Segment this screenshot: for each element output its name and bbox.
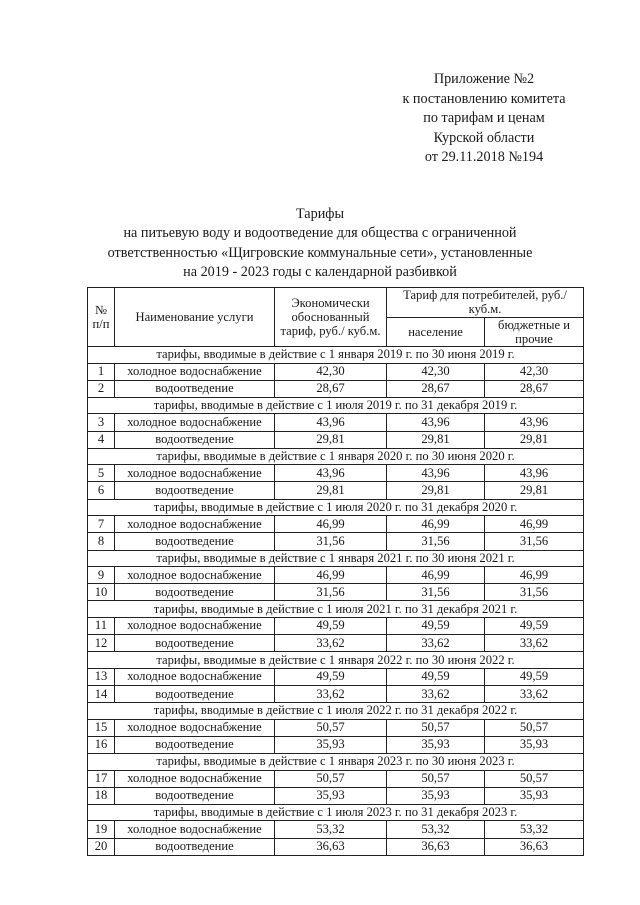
- service-name: водоотведение: [115, 787, 275, 804]
- table-row: [88, 685, 584, 702]
- service-name: водоотведение: [115, 635, 275, 652]
- appendix-number: Приложение №2: [433, 71, 535, 87]
- economic-tariff-value: 35,93: [275, 787, 387, 804]
- economic-tariff-value: 53,32: [275, 821, 387, 838]
- economic-tariff-value: 46,99: [275, 516, 387, 533]
- period-title: тарифы, вводимые в действие с 1 января 2019 г. по 30 июня 2019 г.: [88, 347, 584, 364]
- table-row: [88, 380, 584, 397]
- service-name: водоотведение: [115, 584, 275, 601]
- period-title: тарифы, вводимые в действие с 1 июля 2019 г. по 31 декабря 2019 г.: [88, 397, 584, 414]
- population-tariff-value: 43,96: [387, 465, 485, 482]
- row-number: 13: [88, 668, 115, 685]
- population-tariff-value: 43,96: [387, 414, 485, 431]
- document-title: [80, 205, 560, 283]
- period-section-row: [88, 347, 584, 364]
- period-section-row: [88, 652, 584, 669]
- row-number: 16: [88, 736, 115, 753]
- table-row: [88, 431, 584, 448]
- period-section-row: [88, 550, 584, 567]
- row-number: 14: [88, 685, 115, 702]
- table-row: [88, 770, 584, 787]
- title-heading: Тарифы: [295, 206, 345, 222]
- row-number: 12: [88, 635, 115, 652]
- population-tariff-value: 53,32: [387, 821, 485, 838]
- row-number: 15: [88, 719, 115, 736]
- economic-tariff-value: 49,59: [275, 617, 387, 634]
- service-name: водоотведение: [115, 533, 275, 550]
- budget-tariff-value: 46,99: [485, 567, 584, 584]
- period-section-row: [88, 499, 584, 516]
- row-number: 10: [88, 584, 115, 601]
- budget-tariff-value: 33,62: [485, 685, 584, 702]
- service-name: холодное водоснабжение: [115, 668, 275, 685]
- table-row: [88, 838, 584, 855]
- service-name: холодное водоснабжение: [115, 821, 275, 838]
- table-row: [88, 414, 584, 431]
- economic-tariff-value: 49,59: [275, 668, 387, 685]
- economic-tariff-value: 46,99: [275, 567, 387, 584]
- population-tariff-value: 35,93: [387, 736, 485, 753]
- row-number: 6: [88, 482, 115, 499]
- row-number: 2: [88, 380, 115, 397]
- budget-tariff-value: 50,57: [485, 719, 584, 736]
- service-name: холодное водоснабжение: [115, 465, 275, 482]
- economic-tariff-value: 31,56: [275, 533, 387, 550]
- table-row: [88, 617, 584, 634]
- row-number: 20: [88, 838, 115, 855]
- budget-tariff-value: 29,81: [485, 431, 584, 448]
- population-tariff-value: 33,62: [387, 685, 485, 702]
- economic-tariff-value: 50,57: [275, 719, 387, 736]
- budget-tariff-value: 35,93: [485, 736, 584, 753]
- table-row: [88, 516, 584, 533]
- appendix-committee: по тарифам и ценам: [423, 110, 545, 127]
- row-number: 5: [88, 465, 115, 482]
- economic-tariff-value: 35,93: [275, 736, 387, 753]
- period-title: тарифы, вводимые в действие с 1 января 2021 г. по 30 июня 2021 г.: [88, 550, 584, 567]
- economic-tariff-value: 33,62: [275, 685, 387, 702]
- population-tariff-value: 31,56: [387, 533, 485, 550]
- service-name: водоотведение: [115, 736, 275, 753]
- service-name: холодное водоснабжение: [115, 516, 275, 533]
- period-section-row: [88, 804, 584, 821]
- title-line-3: ответственностью «Щигровские коммунальные сети», установленные: [107, 244, 533, 261]
- population-tariff-value: 50,57: [387, 719, 485, 736]
- budget-tariff-value: 35,93: [485, 787, 584, 804]
- population-tariff-value: 49,59: [387, 668, 485, 685]
- budget-tariff-value: 46,99: [485, 516, 584, 533]
- population-tariff-value: 49,59: [387, 617, 485, 634]
- economic-tariff-value: 43,96: [275, 414, 387, 431]
- service-name: водоотведение: [115, 482, 275, 499]
- budget-tariff-value: 53,32: [485, 821, 584, 838]
- table-row: [88, 787, 584, 804]
- period-title: тарифы, вводимые в действие с 1 января 2020 г. по 30 июня 2020 г.: [88, 448, 584, 465]
- tariff-table: [87, 287, 584, 856]
- table-row: [88, 567, 584, 584]
- table-row: [88, 363, 584, 380]
- period-section-row: [88, 703, 584, 720]
- budget-tariff-value: 29,81: [485, 482, 584, 499]
- appendix-resolution: к постановлению комитета: [402, 90, 566, 107]
- table-row: [88, 821, 584, 838]
- row-number: 8: [88, 533, 115, 550]
- service-name: водоотведение: [115, 431, 275, 448]
- population-tariff-value: 42,30: [387, 363, 485, 380]
- table-row: [88, 465, 584, 482]
- row-number: 1: [88, 363, 115, 380]
- service-name: холодное водоснабжение: [115, 770, 275, 787]
- row-number: 4: [88, 431, 115, 448]
- budget-tariff-value: 50,57: [485, 770, 584, 787]
- population-tariff-value: 29,81: [387, 482, 485, 499]
- table-header: [88, 288, 584, 347]
- service-name: холодное водоснабжение: [115, 414, 275, 431]
- economic-tariff-value: 42,30: [275, 363, 387, 380]
- row-number: 18: [88, 787, 115, 804]
- service-name: водоотведение: [115, 685, 275, 702]
- row-number: 9: [88, 567, 115, 584]
- row-number: 7: [88, 516, 115, 533]
- budget-tariff-value: 28,67: [485, 380, 584, 397]
- row-number: 17: [88, 770, 115, 787]
- population-tariff-value: 29,81: [387, 431, 485, 448]
- period-title: тарифы, вводимые в действие с 1 января 2022 г. по 30 июня 2022 г.: [88, 652, 584, 669]
- budget-tariff-value: 49,59: [485, 668, 584, 685]
- economic-tariff-value: 50,57: [275, 770, 387, 787]
- table-row: [88, 719, 584, 736]
- period-section-row: [88, 754, 584, 771]
- period-section-row: [88, 601, 584, 618]
- table-row: [88, 533, 584, 550]
- budget-tariff-value: 31,56: [485, 533, 584, 550]
- row-number: 3: [88, 414, 115, 431]
- service-name: водоотведение: [115, 380, 275, 397]
- population-tariff-value: 33,62: [387, 635, 485, 652]
- table-row: [88, 482, 584, 499]
- row-number: 11: [88, 617, 115, 634]
- population-tariff-value: 36,63: [387, 838, 485, 855]
- population-tariff-value: 46,99: [387, 567, 485, 584]
- economic-tariff-value: 29,81: [275, 431, 387, 448]
- header-service: Наименование услуги: [115, 288, 275, 347]
- header-number: № п/п: [88, 288, 115, 347]
- economic-tariff-value: 31,56: [275, 584, 387, 601]
- appendix-date: от 29.11.2018 №194: [424, 149, 544, 166]
- population-tariff-value: 46,99: [387, 516, 485, 533]
- table-row: [88, 584, 584, 601]
- population-tariff-value: 28,67: [387, 380, 485, 397]
- budget-tariff-value: 42,30: [485, 363, 584, 380]
- economic-tariff-value: 33,62: [275, 635, 387, 652]
- table-body: [88, 347, 584, 856]
- population-tariff-value: 35,93: [387, 787, 485, 804]
- title-line-4: на 2019 - 2023 годы с календарной разбивкой: [183, 264, 457, 281]
- budget-tariff-value: 36,63: [485, 838, 584, 855]
- period-title: тарифы, вводимые в действие с 1 июля 2023 г. по 31 декабря 2023 г.: [88, 804, 584, 821]
- period-section-row: [88, 448, 584, 465]
- period-title: тарифы, вводимые в действие с 1 июля 2021 г. по 31 декабря 2021 г.: [88, 601, 584, 618]
- appendix-header: [378, 70, 590, 168]
- table-row: [88, 635, 584, 652]
- service-name: холодное водоснабжение: [115, 617, 275, 634]
- service-name: холодное водоснабжение: [115, 567, 275, 584]
- budget-tariff-value: 31,56: [485, 584, 584, 601]
- service-name: водоотведение: [115, 838, 275, 855]
- row-number: 19: [88, 821, 115, 838]
- header-consumer-tariff: Тариф для потребителей, руб./куб.м.: [387, 288, 584, 318]
- economic-tariff-value: 29,81: [275, 482, 387, 499]
- period-title: тарифы, вводимые в действие с 1 июля 2022 г. по 31 декабря 2022 г.: [88, 703, 584, 720]
- population-tariff-value: 31,56: [387, 584, 485, 601]
- economic-tariff-value: 36,63: [275, 838, 387, 855]
- population-tariff-value: 50,57: [387, 770, 485, 787]
- title-line-2: на питьевую воду и водоотведение для общества с ограниченной: [123, 225, 517, 242]
- period-section-row: [88, 397, 584, 414]
- economic-tariff-value: 28,67: [275, 380, 387, 397]
- appendix-region: Курской области: [433, 129, 535, 146]
- header-population: население: [387, 317, 485, 347]
- table-row: [88, 736, 584, 753]
- budget-tariff-value: 33,62: [485, 635, 584, 652]
- header-economic-tariff: Экономически обоснованный тариф, руб./ куб.м.: [275, 288, 387, 347]
- period-title: тарифы, вводимые в действие с 1 января 2023 г. по 30 июня 2023 г.: [88, 754, 584, 771]
- table-row: [88, 668, 584, 685]
- period-title: тарифы, вводимые в действие с 1 июля 2020 г. по 31 декабря 2020 г.: [88, 499, 584, 516]
- service-name: холодное водоснабжение: [115, 719, 275, 736]
- budget-tariff-value: 43,96: [485, 414, 584, 431]
- budget-tariff-value: 43,96: [485, 465, 584, 482]
- economic-tariff-value: 43,96: [275, 465, 387, 482]
- header-budget: бюджетные и прочие: [485, 317, 584, 347]
- budget-tariff-value: 49,59: [485, 617, 584, 634]
- service-name: холодное водоснабжение: [115, 363, 275, 380]
